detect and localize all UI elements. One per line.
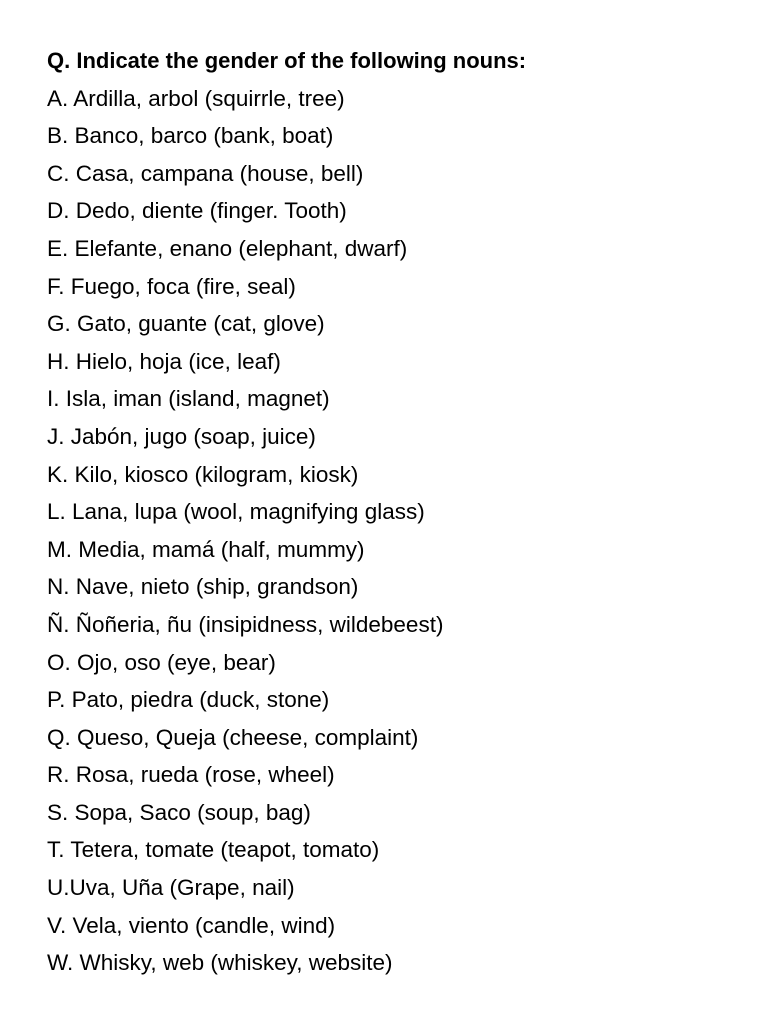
question-heading: Q. Indicate the gender of the following nouns: xyxy=(47,48,527,73)
noun-item-j: J. Jabón, jugo (soap, juice) xyxy=(47,423,316,449)
noun-item-n: N. Nave, nieto (ship, grandson) xyxy=(47,574,359,600)
noun-item-r: R. Rosa, rueda (rose, wheel) xyxy=(47,762,335,788)
noun-item-w: W. Whisky, web (whiskey, website) xyxy=(47,950,393,976)
noun-item-o: O. Ojo, oso (eye, bear) xyxy=(47,649,276,675)
noun-item-i: I. Isla, iman (island, magnet) xyxy=(47,386,330,412)
noun-item-k: K. Kilo, kiosco (kilogram, kiosk) xyxy=(47,461,359,487)
noun-item-s: S. Sopa, Saco (soup, bag) xyxy=(47,799,311,825)
noun-item-enye: Ñ. Ñoñeria, ñu (insipidness, wildebeest) xyxy=(47,611,444,637)
noun-item-a: A. Ardilla, arbol (squirrle, tree) xyxy=(47,85,345,111)
noun-item-f: F. Fuego, foca (fire, seal) xyxy=(47,273,296,299)
noun-item-u: U.Uva, Uña (Grape, nail) xyxy=(47,875,295,901)
noun-item-d: D. Dedo, diente (finger. Tooth) xyxy=(47,198,347,224)
noun-list xyxy=(47,80,747,982)
noun-item-g: G. Gato, guante (cat, glove) xyxy=(47,311,325,337)
noun-item-t: T. Tetera, tomate (teapot, tomato) xyxy=(47,837,380,863)
noun-item-c: C. Casa, campana (house, bell) xyxy=(47,160,364,186)
noun-item-m: M. Media, mamá (half, mummy) xyxy=(47,536,365,562)
noun-item-l: L. Lana, lupa (wool, magnifying glass) xyxy=(47,499,425,525)
noun-item-v: V. Vela, viento (candle, wind) xyxy=(47,912,336,938)
noun-item-h: H. Hielo, hoja (ice, leaf) xyxy=(47,348,281,374)
noun-item-e: E. Elefante, enano (elephant, dwarf) xyxy=(47,235,408,261)
document-content xyxy=(47,42,747,982)
noun-item-b: B. Banco, barco (bank, boat) xyxy=(47,123,334,149)
noun-item-p: P. Pato, piedra (duck, stone) xyxy=(47,687,330,713)
noun-item-q: Q. Queso, Queja (cheese, complaint) xyxy=(47,724,419,750)
